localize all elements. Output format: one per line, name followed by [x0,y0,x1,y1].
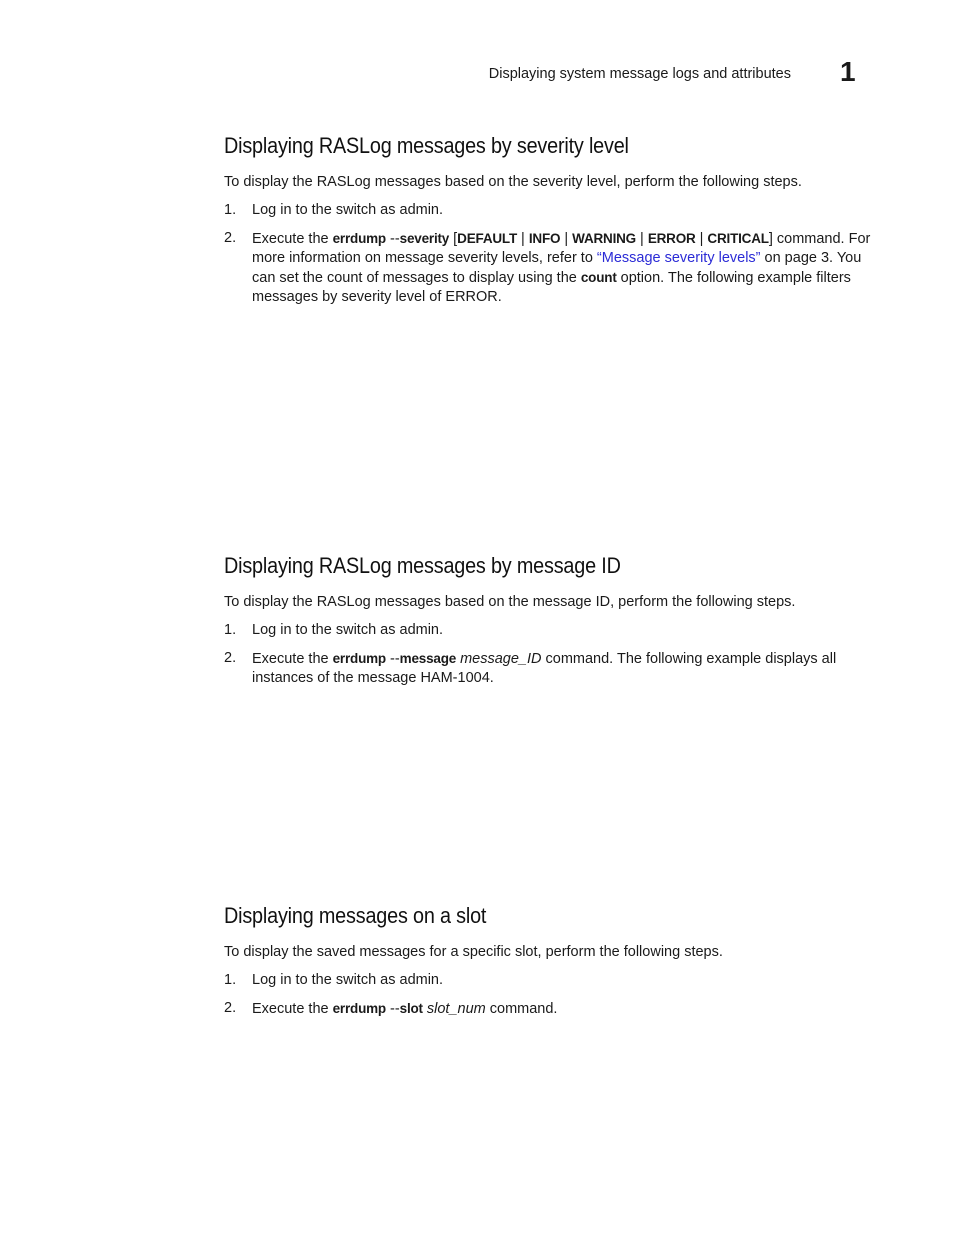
command-argument: message_ID [460,651,542,667]
section-slot [224,903,884,1028]
step-item [224,971,884,990]
pipe-separator: | [695,231,708,247]
command-name: errdump [332,231,386,246]
bracket-close: ] [768,231,773,247]
step-item [224,201,884,220]
command-option: severity [399,231,450,246]
section-intro: To display the RASLog messages based on the severity level, perform the following steps. [224,174,802,190]
section-severity-level [224,133,884,316]
option-separator: -- [385,1001,400,1017]
section-heading: Displaying RASLog messages by message ID [224,553,621,578]
step-text: Execute the [252,231,333,247]
option-separator: -- [385,651,400,667]
step-text: on page 3. You can set the count of messages to display using the [252,250,862,286]
command-name: errdump [332,1001,386,1016]
step-number: 1. [224,202,237,218]
severity-level-critical: CRITICAL [707,231,769,246]
step-text: option. The following example filters messages by severity level of ERROR. [252,270,851,305]
section-intro: To display the saved messages for a specific slot, perform the following steps. [224,944,723,960]
section-heading: Displaying messages on a slot [224,903,487,928]
step-text: command. [485,1001,558,1017]
section-heading: Displaying RASLog messages by severity level [224,133,629,158]
step-list [224,201,884,307]
step-list [224,621,884,688]
step-number: 2. [224,230,237,246]
step-number: 1. [224,622,237,638]
severity-level-info: INFO [528,231,561,246]
step-list [224,971,884,1019]
step-text: Log in to the switch as admin. [252,622,444,638]
step-number: 2. [224,1000,237,1016]
step-text: Execute the [252,1001,333,1017]
command-argument: slot_num [426,1001,486,1017]
command-option: message [399,651,457,666]
bracket-open: [ [449,231,458,247]
step-text: command. For more information on message severity levels, refer to [252,231,871,266]
cross-reference-link[interactable]: “Message severity levels” [596,250,761,266]
running-title: Displaying system message logs and attributes [488,66,791,82]
pipe-separator: | [517,231,529,247]
count-option: count [580,270,617,285]
step-item [224,621,884,640]
severity-level-warning: WARNING [572,231,636,246]
step-item [224,229,884,307]
step-text: Execute the [252,651,333,667]
severity-level-error: ERROR [647,231,696,246]
step-text: command. The following example displays all instances of the message HAM-1004. [252,651,837,686]
command-name: errdump [332,651,386,666]
command-option: slot [399,1001,423,1016]
step-number: 2. [224,650,237,666]
step-item [224,999,884,1019]
section-intro: To display the RASLog messages based on the message ID, perform the following steps. [224,594,796,610]
running-header [0,56,954,94]
severity-level-default: DEFAULT [457,231,518,246]
step-item [224,649,884,688]
step-text: Log in to the switch as admin. [252,972,444,988]
pipe-separator: | [560,231,573,247]
step-number: 1. [224,972,237,988]
option-separator: -- [385,231,400,247]
pipe-separator: | [636,231,648,247]
section-message-id [224,553,884,697]
chapter-number: 1 [840,56,856,87]
step-text: Log in to the switch as admin. [252,202,444,218]
